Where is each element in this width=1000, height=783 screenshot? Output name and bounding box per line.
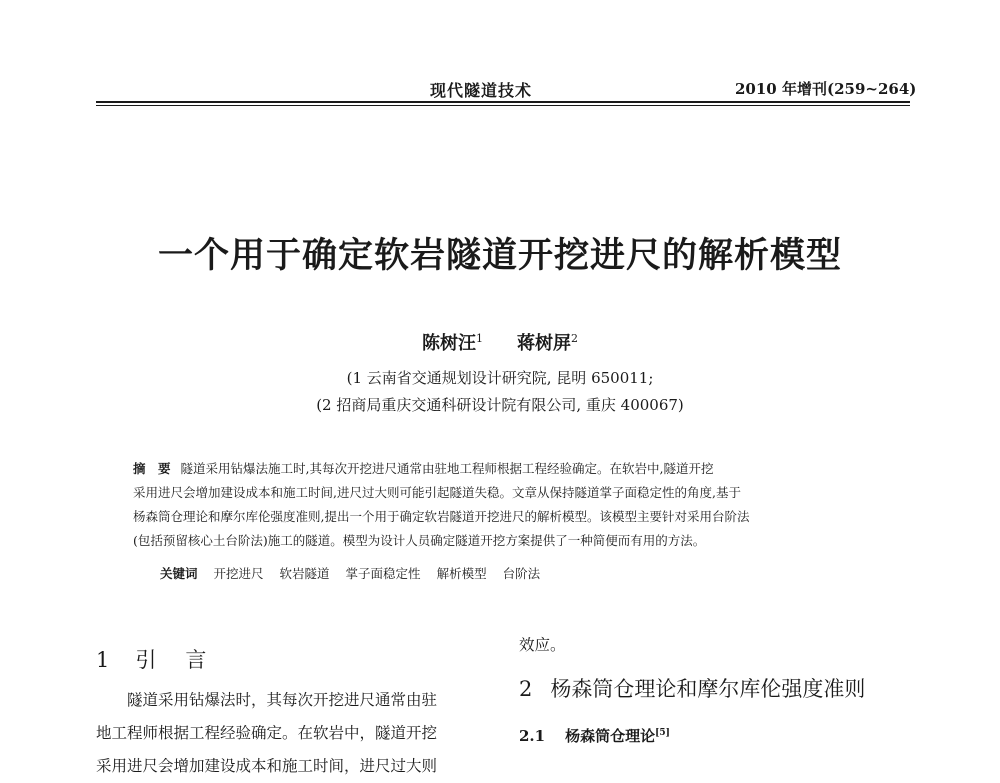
keywords-label: 关键词 <box>160 566 198 581</box>
abstract <box>133 457 879 553</box>
citation-ref: [5] <box>655 728 670 738</box>
abstract-label: 摘 要 <box>133 461 171 476</box>
section-title: 引 言 <box>135 648 211 672</box>
issue-info: 2010 年增刊(259~264) <box>735 80 917 98</box>
abstract-line: 采用进尺会增加建设成本和施工时间,进尺过大则可能引起隧道失稳。文章从保持隧道掌子面稳定性的角度,基于 <box>133 485 741 500</box>
affiliation-2: (2 招商局重庆交通科研设计院有限公司, 重庆 400067) <box>316 396 684 414</box>
keywords <box>160 564 556 582</box>
abstract-text: 隧道采用钻爆法施工时,其每次开挖进尺通常由驻地工程师根据工程经验确定。在软岩中,隧道开挖 <box>180 461 714 476</box>
author-list <box>0 329 1000 355</box>
section-2-heading <box>519 673 865 703</box>
section-number: 2 <box>519 677 533 701</box>
body-line: 隧道采用钻爆法时，其每次开挖进尺通常由驻 <box>127 691 438 709</box>
abstract-line <box>133 457 879 481</box>
section-number: 1 <box>96 648 114 672</box>
author-name: 蒋树屏 <box>517 333 571 354</box>
header-rule <box>96 101 910 103</box>
section-title: 杨森筒仓理论和摩尔库伦强度准则 <box>550 677 866 701</box>
section-1-body <box>96 684 490 783</box>
section-1-heading <box>96 644 210 674</box>
subsection-2-1-heading <box>519 725 670 746</box>
header-rule-thin <box>96 105 910 106</box>
author-affiliation-mark: 2 <box>571 332 578 345</box>
body-line: 地工程师根据工程经验确定。在软岩中，隧道开挖 <box>96 724 438 742</box>
author-name: 陈树汪 <box>422 333 476 354</box>
body-line: 采用进尺会增加建设成本和施工时间，进尺过大则 <box>96 757 438 775</box>
keyword: 解析模型 <box>436 566 487 581</box>
keyword: 开挖进尺 <box>213 566 264 581</box>
keyword: 台阶法 <box>502 566 541 581</box>
abstract-line: 杨森筒仓理论和摩尔库伦强度准则,提出一个用于确定软岩隧道开挖进尺的解析模型。该模型主要针对采用台阶法 <box>133 509 750 524</box>
keyword: 掌子面稳定性 <box>345 566 421 581</box>
abstract-line: (包括预留核心土台阶法)施工的隧道。模型为设计人员确定隧道开挖方案提供了一种简便而有用的方法。 <box>133 533 706 548</box>
continued-text: 效应。 <box>519 636 566 654</box>
paper-title: 一个用于确定软岩隧道开挖进尺的解析模型 <box>157 235 842 276</box>
author-affiliation-mark: 1 <box>476 332 483 345</box>
journal-name: 现代隧道技术 <box>430 81 533 100</box>
keyword: 软岩隧道 <box>279 566 330 581</box>
subsection-title: 杨森筒仓理论 <box>565 727 656 745</box>
subsection-number: 2.1 <box>519 727 546 745</box>
affiliation-1: (1 云南省交通规划设计研究院, 昆明 650011; <box>346 369 654 387</box>
